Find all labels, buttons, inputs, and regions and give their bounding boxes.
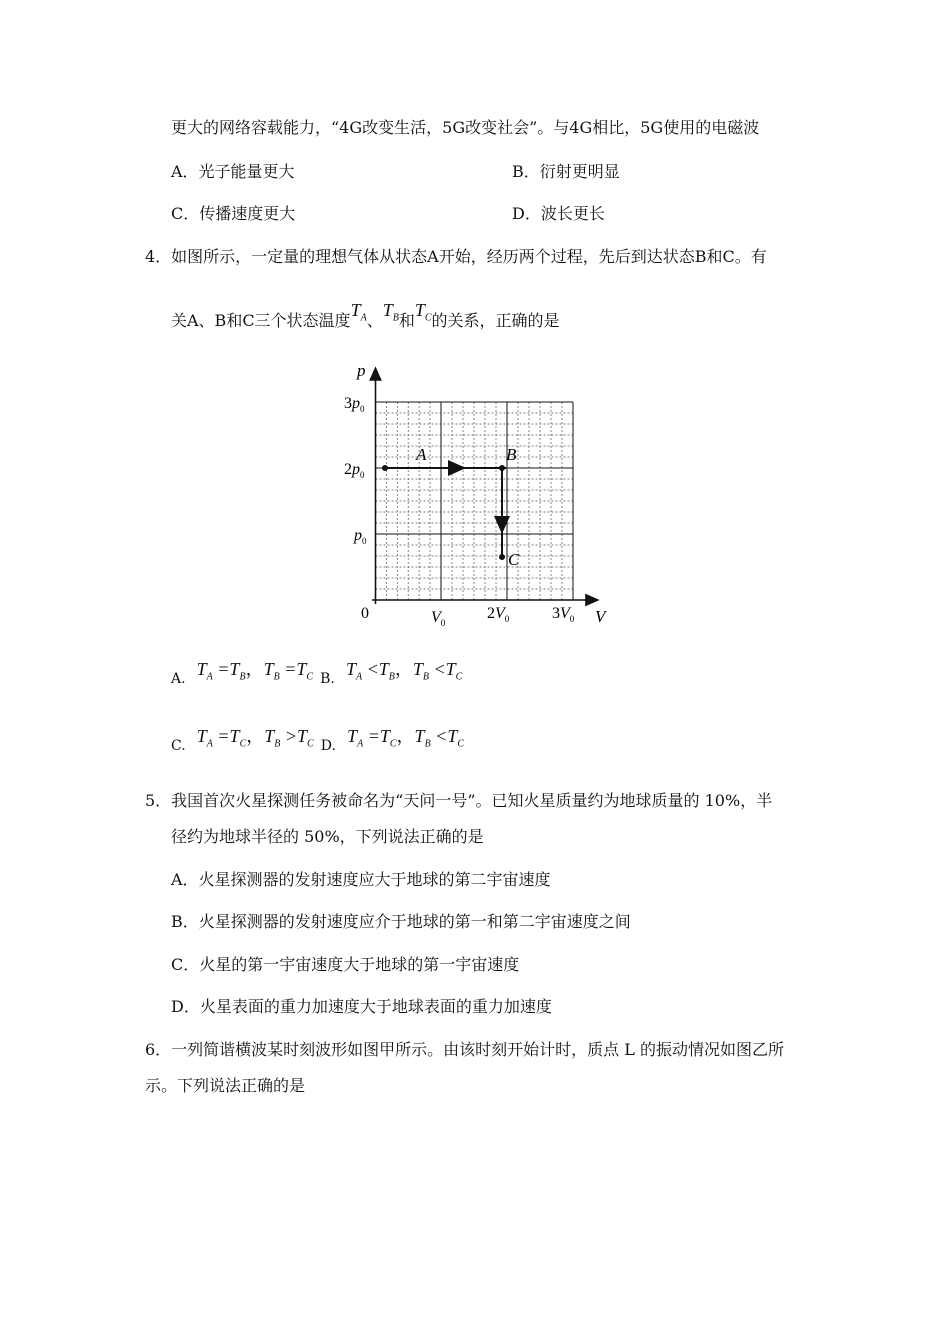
pv-graph <box>340 360 620 630</box>
grid-minor <box>376 402 574 600</box>
point-a <box>382 465 388 471</box>
q4-option-d: $T_A =T_C$，$T_B <T_C$ <box>347 726 465 750</box>
point-c <box>499 554 505 560</box>
q6-stem-line1: 6．一列简谐横波某时刻波形如图甲所示。由该时刻开始计时，质点 L 的振动情况如图乙所 <box>145 1040 784 1059</box>
q5-stem-line2: 径约为地球半径的 50%，下列说法正确的是 <box>171 827 484 846</box>
q4-stem-line2-post: 的关系，正确的是 <box>431 311 560 330</box>
q4-stem-line1: 4．如图所示，一定量的理想气体从状态A开始，经历两个过程，先后到达状态B和C。有 <box>145 247 767 266</box>
q5-option-c: C．火星的第一宇宙速度大于地球的第一宇宙速度 <box>171 955 520 974</box>
temp-ta: $T_A$ <box>350 300 367 324</box>
q4-option-a-label: A. <box>171 671 186 687</box>
y-tick-3p0: $3p_0$ <box>344 395 365 414</box>
q3-option-d: D．波长更长 <box>512 204 605 223</box>
y-tick-2p0: $2p_0$ <box>344 461 365 480</box>
q3-option-c: C．传播速度更大 <box>171 204 296 223</box>
q5-option-d: D．火星表面的重力加速度大于地球表面的重力加速度 <box>171 997 552 1016</box>
q6-stem-line2: 示。下列说法正确的是 <box>145 1076 306 1095</box>
q4-options-row1 <box>171 655 463 687</box>
q4-option-b: $T_A <T_B$，$T_B <T_C$ <box>345 659 463 683</box>
x-tick-3v0: $3V_0$ <box>552 605 575 624</box>
point-label-c: C <box>508 550 520 569</box>
origin-label: 0 <box>361 605 369 622</box>
x-tick-2v0: $2V_0$ <box>487 605 510 624</box>
q5-stem-line1: 5．我国首次火星探测任务被命名为“天问一号”。已知火星质量约为地球质量的 10%，半 <box>145 791 773 810</box>
q4-option-d-label: D. <box>320 738 336 754</box>
q4-option-c-label: C. <box>171 738 186 754</box>
q4-options-row2 <box>171 722 465 754</box>
q4-stem-line2: 关A、B和C三个状态温度$T_A$、$T_B$和$T_C$的关系，正确的是 <box>171 300 560 330</box>
q3-option-b: B．衍射更明显 <box>512 162 620 181</box>
y-axis-label: p <box>357 361 366 380</box>
q5-option-b: B．火星探测器的发射速度应介于地球的第一和第二宇宙速度之间 <box>171 912 631 931</box>
point-b <box>499 465 505 471</box>
q4-option-b-label: B. <box>320 671 335 687</box>
point-label-a: A <box>416 445 427 464</box>
x-tick-v0: $V_0$ <box>431 609 446 628</box>
q4-stem-line2-pre: 关A、B和C三个状态温度 <box>171 311 351 330</box>
temp-tc: $T_C$ <box>414 300 432 324</box>
q3-stem: 更大的网络容载能力，“4G改变生活，5G改变社会”。与4G相比，5G使用的电磁波 <box>171 118 760 137</box>
temp-tb: $T_B$ <box>382 300 399 324</box>
q4-option-a: $T_A =T_B$，$T_B =T_C$ <box>196 659 314 683</box>
y-tick-p0: $p_0$ <box>354 527 367 546</box>
q3-option-a: A．光子能量更大 <box>171 162 295 181</box>
point-label-b: B <box>506 445 517 464</box>
q5-option-a: A．火星探测器的发射速度应大于地球的第二宇宙速度 <box>171 870 551 889</box>
q4-option-c: $T_A =T_C$，$T_B >T_C$ <box>196 726 314 750</box>
x-axis-label: V <box>595 607 606 626</box>
